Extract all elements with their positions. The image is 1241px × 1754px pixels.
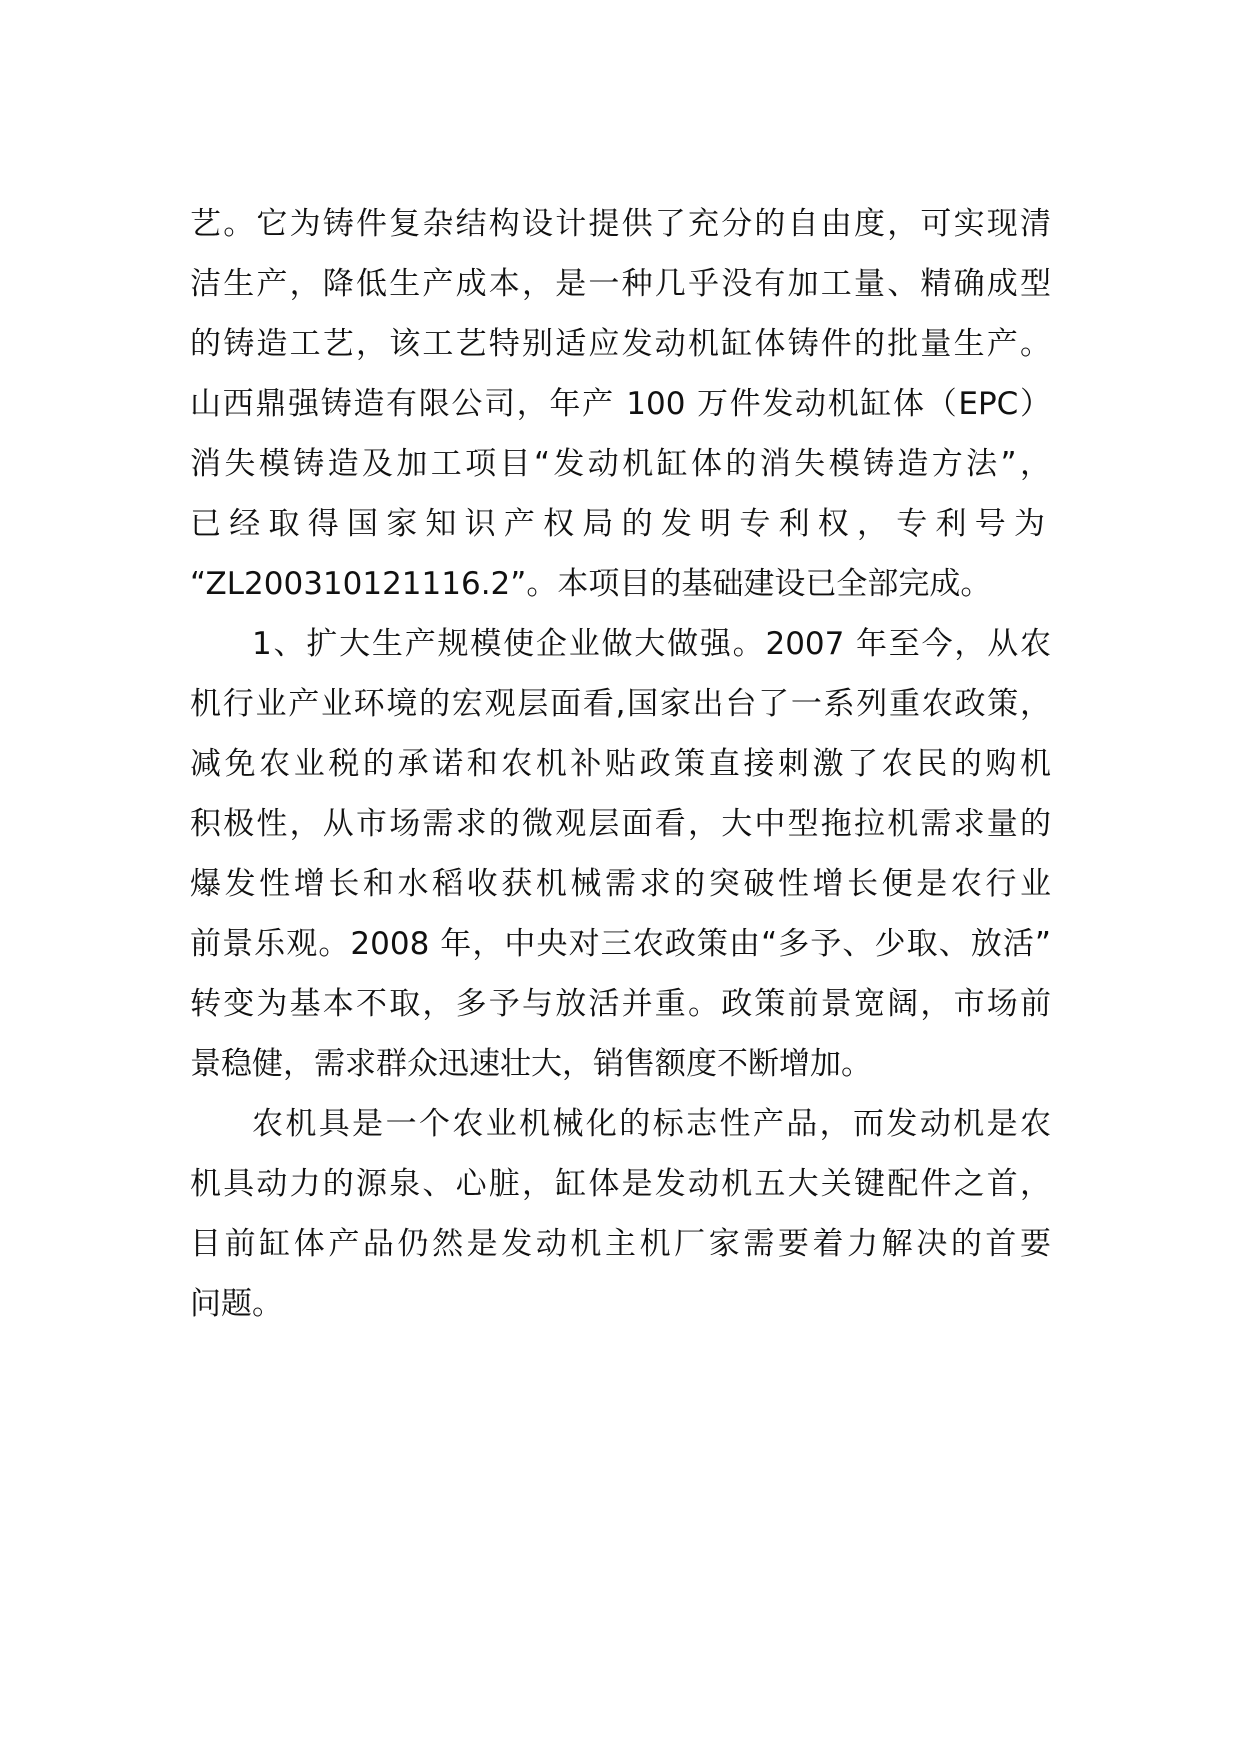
text-line: 机具动力的源泉、心脏，缸体是发动机五大关键配件之首， xyxy=(190,1166,1051,1202)
text-line: 目前缸体产品仍然是发动机主机厂家需要着力解决的首要 xyxy=(190,1226,1051,1262)
text-line: 机行业产业环境的宏观层面看,国家出台了一系列重农政策， xyxy=(190,686,1051,722)
text-line: 山西鼎强铸造有限公司，年产 100 万件发动机缸体（EPC） xyxy=(190,386,1051,422)
text-line: 积极性，从市场需求的微观层面看，大中型拖拉机需求量的 xyxy=(190,806,1051,842)
text-line: 1、扩大生产规模使企业做大做强。2007 年至今，从农 xyxy=(252,626,1051,662)
text-line: “ZL200310121116.2”。本项目的基础建设已全部完成。 xyxy=(190,566,992,602)
text-line: 问题。 xyxy=(190,1286,283,1322)
text-line: 转变为基本不取，多予与放活并重。政策前景宽阔，市场前 xyxy=(190,986,1051,1022)
text-line: 的铸造工艺，该工艺特别适应发动机缸体铸件的批量生产。 xyxy=(190,326,1051,362)
text-line: 前景乐观。2008 年，中央对三农政策由“多予、少取、放活” xyxy=(190,926,1051,962)
text-line: 农机具是一个农业机械化的标志性产品，而发动机是农 xyxy=(252,1106,1051,1142)
text-line: 减免农业税的承诺和农机补贴政策直接刺激了农民的购机 xyxy=(190,746,1051,782)
text-line: 景稳健，需求群众迅速壮大，销售额度不断增加。 xyxy=(190,1046,872,1082)
text-line: 艺。它为铸件复杂结构设计提供了充分的自由度，可实现清 xyxy=(190,206,1051,242)
text-line: 洁生产，降低生产成本，是一种几乎没有加工量、精确成型 xyxy=(190,266,1051,302)
text-line: 已经取得国家知识产权局的发明专利权，专利号为 xyxy=(190,506,1051,542)
text-line: 爆发性增长和水稻收获机械需求的突破性增长便是农行业 xyxy=(190,866,1051,902)
text-line: 消失模铸造及加工项目“发动机缸体的消失模铸造方法”， xyxy=(190,446,1051,482)
